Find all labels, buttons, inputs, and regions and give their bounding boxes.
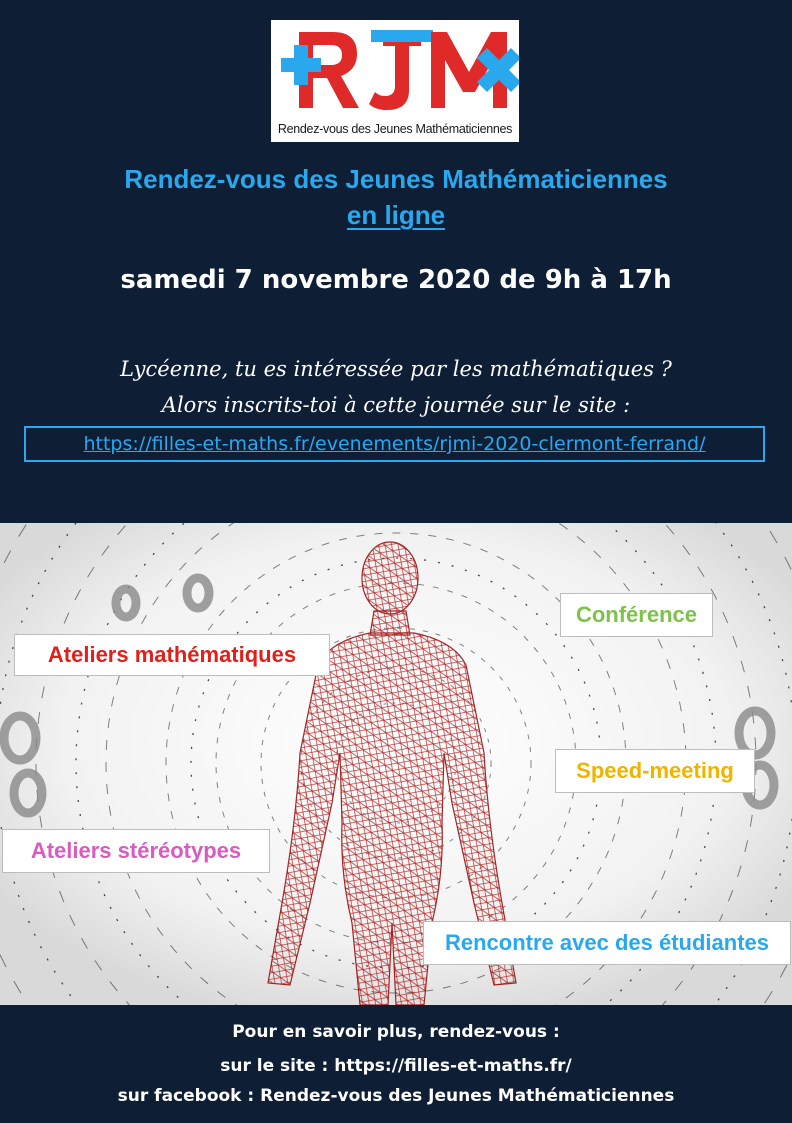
invitation-line-2: Alors inscrits-toi à cette journée sur le site :: [161, 393, 631, 417]
event-date: samedi 7 novembre 2020 de 9h à 17h: [120, 265, 672, 295]
footer-info-line: Pour en savoir plus, rendez-vous :: [232, 1022, 560, 1042]
logo-subtitle: Rendez-vous des Jeunes Mathématiciennes: [277, 122, 513, 136]
tag-ateliers-stereotypes: Ateliers stéréotypes: [2, 829, 270, 873]
illustration-section: [0, 523, 792, 1005]
invitation-line-1: Lycéenne, tu es intéressée par les mathématiques ?: [120, 357, 672, 381]
event-mode: en ligne: [346, 200, 446, 230]
tag-rencontre-etudiantes: Rencontre avec des étudiantes: [423, 921, 791, 965]
footer-section: [0, 1005, 792, 1123]
tag-speed-meeting: Speed-meeting: [555, 749, 755, 793]
tag-conference: Conférence: [560, 593, 713, 637]
footer-website-line[interactable]: sur le site : https://filles-et-maths.fr/: [220, 1056, 572, 1076]
header-section: [0, 0, 792, 523]
footer-facebook-line[interactable]: sur facebook : Rendez-vous des Jeunes Mathématiciennes: [117, 1086, 675, 1106]
registration-link[interactable]: https://filles-et-maths.fr/evenements/rjmi-2020-clermont-ferrand/: [24, 426, 765, 462]
rjm-logo: [271, 20, 519, 142]
event-title: Rendez-vous des Jeunes Mathématiciennes: [124, 164, 668, 194]
tag-ateliers-mathematiques: Ateliers mathématiques: [14, 634, 330, 676]
event-subtitle: [0, 200, 792, 231]
